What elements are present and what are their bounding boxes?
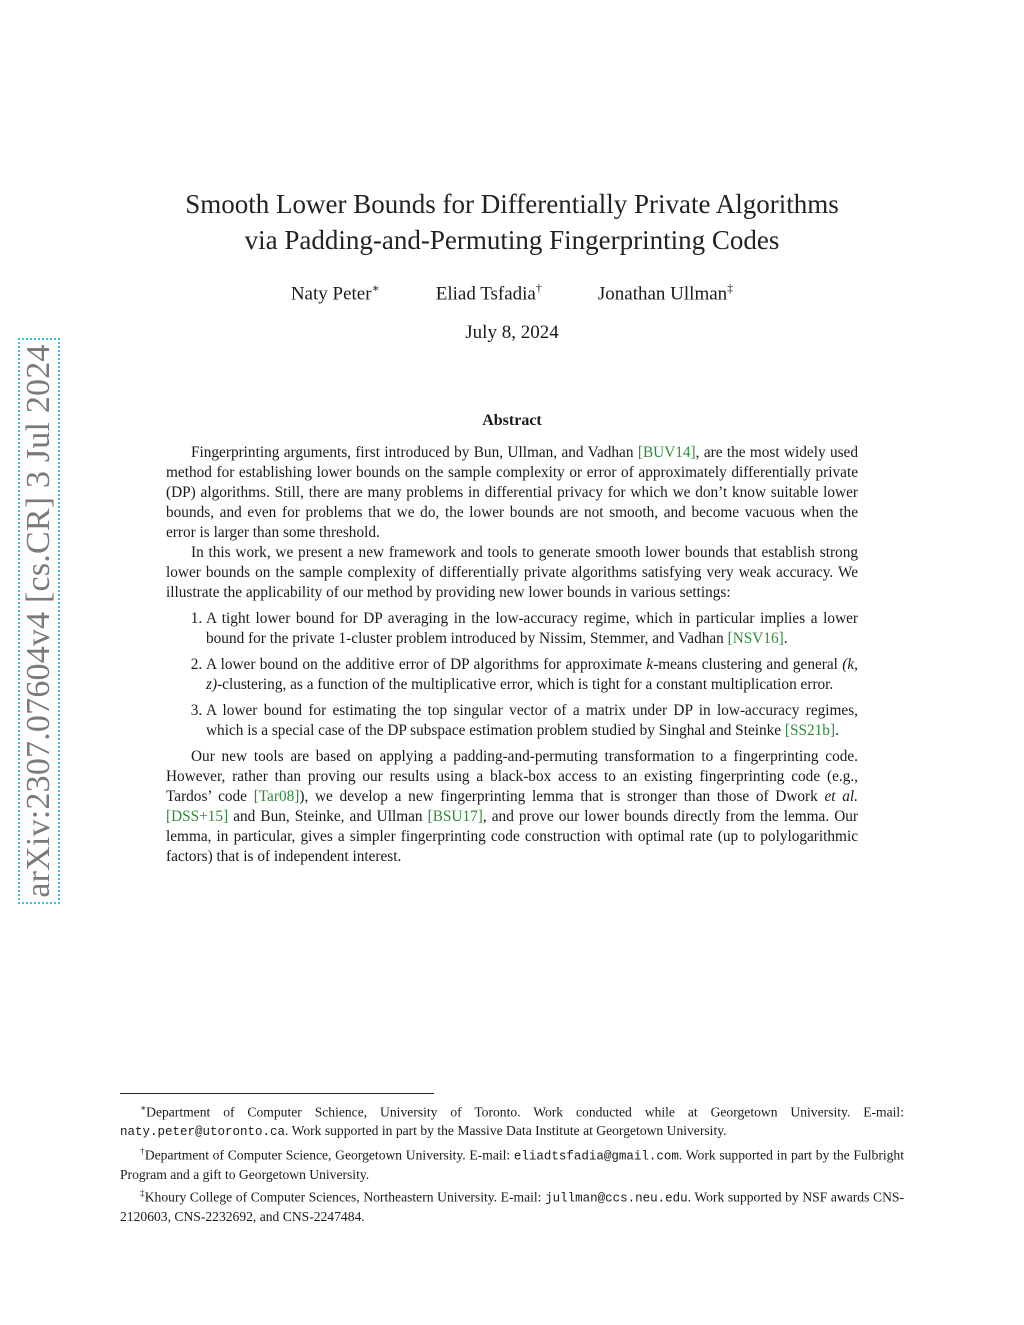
- citation-link[interactable]: [SS21b]: [784, 722, 836, 739]
- footnote-divider: [120, 1093, 434, 1094]
- title-line-2: via Padding-and-Permuting Fingerprinting Codes: [244, 225, 780, 255]
- citation-link[interactable]: [DSS+15]: [166, 808, 229, 825]
- footnote-mark[interactable]: ‡: [727, 281, 734, 295]
- arxiv-stamp[interactable]: arXiv:2307.07604v4 [cs.CR] 3 Jul 2024: [20, 344, 57, 898]
- footnote-mark[interactable]: †: [535, 281, 542, 295]
- list-item: 3. A lower bound for estimating the top singular vector of a matrix under DP in low-accuracy regimes, which is a special case of the DP subspace estimation problem studied by Singhal and Steinke [SS21b].: [206, 701, 858, 741]
- list-item: 2. A lower bound on the additive error of DP algorithms for approximate k-means clustering and general (k, z)-clustering, as a function of the multiplicative error, which is tight for a constant multiplication error.: [206, 655, 858, 695]
- footnotes: [120, 1099, 904, 1227]
- abstract-paragraph: Fingerprinting arguments, first introduced by Bun, Ullman, and Vadhan [BUV14], are the most widely used method for establishing lower bounds on the sample complexity or error of approximately differentially private (DP) algorithms. Still, there are many problems in differential privacy for which we don’t know suitable lower bounds, and even for problems that we do, the lower bounds are not smooth, and become vacuous when the error is larger than some threshold.: [166, 444, 858, 541]
- abstract-paragraph: In this work, we present a new framework and tools to generate smooth lower bounds that establish strong lower bounds on the sample complexity of differentially private algorithms satisfying very weak accuracy. We illustrate the applicability of our method by providing new lower bounds in various settings:: [166, 544, 858, 601]
- footnote: ‡Khoury College of Computer Sciences, Northeastern University. E-mail: jullman@ccs.neu.edu. Work supported by NSF awards CNS-2120603, CNS-2232692, and CNS-2247484.: [120, 1188, 904, 1225]
- email-link[interactable]: naty.peter@utoronto.ca: [120, 1125, 286, 1140]
- footnote: ∗Department of Computer Schience, University of Toronto. Work conducted while at Georgetown University. E-mail: naty.peter@utoronto.ca. Work supported in part by the Massive Data Institute at Georgetown University.: [120, 1103, 904, 1140]
- title-line-1: Smooth Lower Bounds for Differentially Private Algorithms: [185, 189, 839, 219]
- citation-link[interactable]: [NSV16]: [727, 630, 784, 647]
- email-link[interactable]: eliadtsfadia@gmail.com: [513, 1149, 679, 1164]
- email-link[interactable]: jullman@ccs.neu.edu: [545, 1191, 688, 1206]
- citation-link[interactable]: [BUV14]: [637, 444, 696, 461]
- abstract-heading: Abstract: [482, 412, 542, 429]
- abstract-paragraph: Our new tools are based on applying a padding-and-permuting transformation to a fingerprinting code. However, rather than proving our results using a black-box access to an existing fingerprinting code (e.g., Tardos’ code [Tar08]), we develop a new fingerprinting lemma that is stronger than those of Dwork et al. [DSS+15] and Bun, Steinke, and Ullman [BSU17], and prove our lower bounds directly from the lemma. Our lemma, in particular, gives a simpler fingerprinting code construction with optimal rate (up to polylogarithmic factors) that is of independent interest.: [166, 748, 858, 865]
- contribution-list: [166, 609, 858, 741]
- list-item: 1. A tight lower bound for DP averaging in the low-accuracy regime, which in particular implies a lower bound for the private 1-cluster problem introduced by Nissim, Stemmer, and Vadhan [NSV16].: [206, 609, 858, 649]
- citation-link[interactable]: [Tar08]: [253, 788, 300, 805]
- footnote: †Department of Computer Science, Georgetown University. E-mail: eliadtsfadia@gmail.com. Work supported in part by the Fulbright Program and a gift to Georgetown University.: [120, 1145, 904, 1182]
- paper-title: [120, 186, 904, 258]
- abstract-body: [166, 443, 858, 867]
- author-list: [120, 281, 904, 305]
- publication-date: July 8, 2024: [465, 322, 559, 343]
- author: Naty Peter∗: [290, 281, 380, 305]
- citation-link[interactable]: [BSU17]: [427, 808, 483, 825]
- footnote-mark[interactable]: ∗: [371, 281, 380, 295]
- author: Eliad Tsfadia†: [435, 281, 542, 305]
- author: Jonathan Ullman‡: [597, 281, 734, 305]
